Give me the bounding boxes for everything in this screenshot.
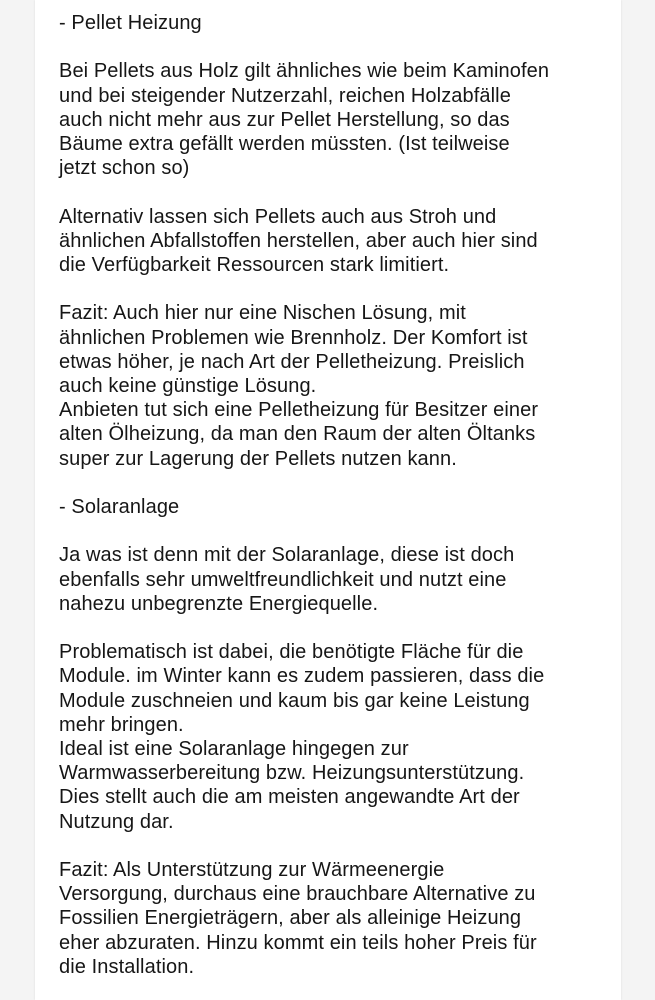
post-card xyxy=(35,0,621,1000)
paragraph-spacer xyxy=(59,834,611,858)
paragraph-solar-conclusion: Fazit: Als Unterstützung zur Wärmeenergie Versorgung, durchaus eine brauchbare Alternative zu Fossilien Energieträgern, aber als alleinige Heizung eher abzuraten. Hinzu kommt ein teils hoher Preis für die Installation. xyxy=(59,859,537,978)
paragraph-pellet-conclusion: Fazit: Auch hier nur eine Nischen Lösung, mit ähnlichen Problemen wie Brennholz. Der Komfort ist etwas höher, je nach Art der Pelletheizung. Preislich auch keine günstige Lösung. Anbieten tut sich eine Pelletheizung für Besitzer einer alten Ölheizung, da man den Raum der alten Öltanks super zur Lagerung der Pellets nutzen kann. xyxy=(59,302,539,470)
paragraph-solar-problems: Problematisch ist dabei, die benötigte Fläche für die Module. im Winter kann es zudem passieren, dass die Module zuschneien und kaum bis gar keine Leistung mehr bringen. Ideal ist eine Solaranlage hingegen zur Warmwasserbereitung bzw. Heizungsunterstützung. Dies stellt auch die am meisten angewandte Art der Nutzung dar. xyxy=(59,641,545,833)
paragraph-solar-intro: Ja was ist denn mit der Solaranlage, diese ist doch ebenfalls sehr umweltfreundlichkeit und nutzt eine nahezu unbegrenzte Energiequelle. xyxy=(59,544,515,615)
paragraph-spacer xyxy=(59,471,611,495)
paragraph-spacer xyxy=(59,519,611,543)
paragraph-spacer xyxy=(59,277,611,301)
paragraph-spacer xyxy=(59,180,611,204)
paragraph-pellet-straw: Alternativ lassen sich Pellets auch aus Stroh und ähnlichen Abfallstoffen herstellen, aber auch hier sind die Verfügbarkeit Ressourcen stark limitiert. xyxy=(59,205,538,276)
paragraph-spacer xyxy=(59,35,611,59)
section-heading-pellet: - Pellet Heizung xyxy=(59,12,202,34)
post-body xyxy=(59,11,611,979)
paragraph-pellet-wood: Bei Pellets aus Holz gilt ähnliches wie beim Kaminofen und bei steigender Nutzerzahl, reichen Holzabfälle auch nicht mehr aus zur Pellet Herstellung, so das Bäume extra gefällt werden müssten. (Ist teilweise jetzt schon so) xyxy=(59,60,550,180)
paragraph-spacer xyxy=(59,616,611,640)
section-heading-solar: - Solaranlage xyxy=(59,496,180,518)
